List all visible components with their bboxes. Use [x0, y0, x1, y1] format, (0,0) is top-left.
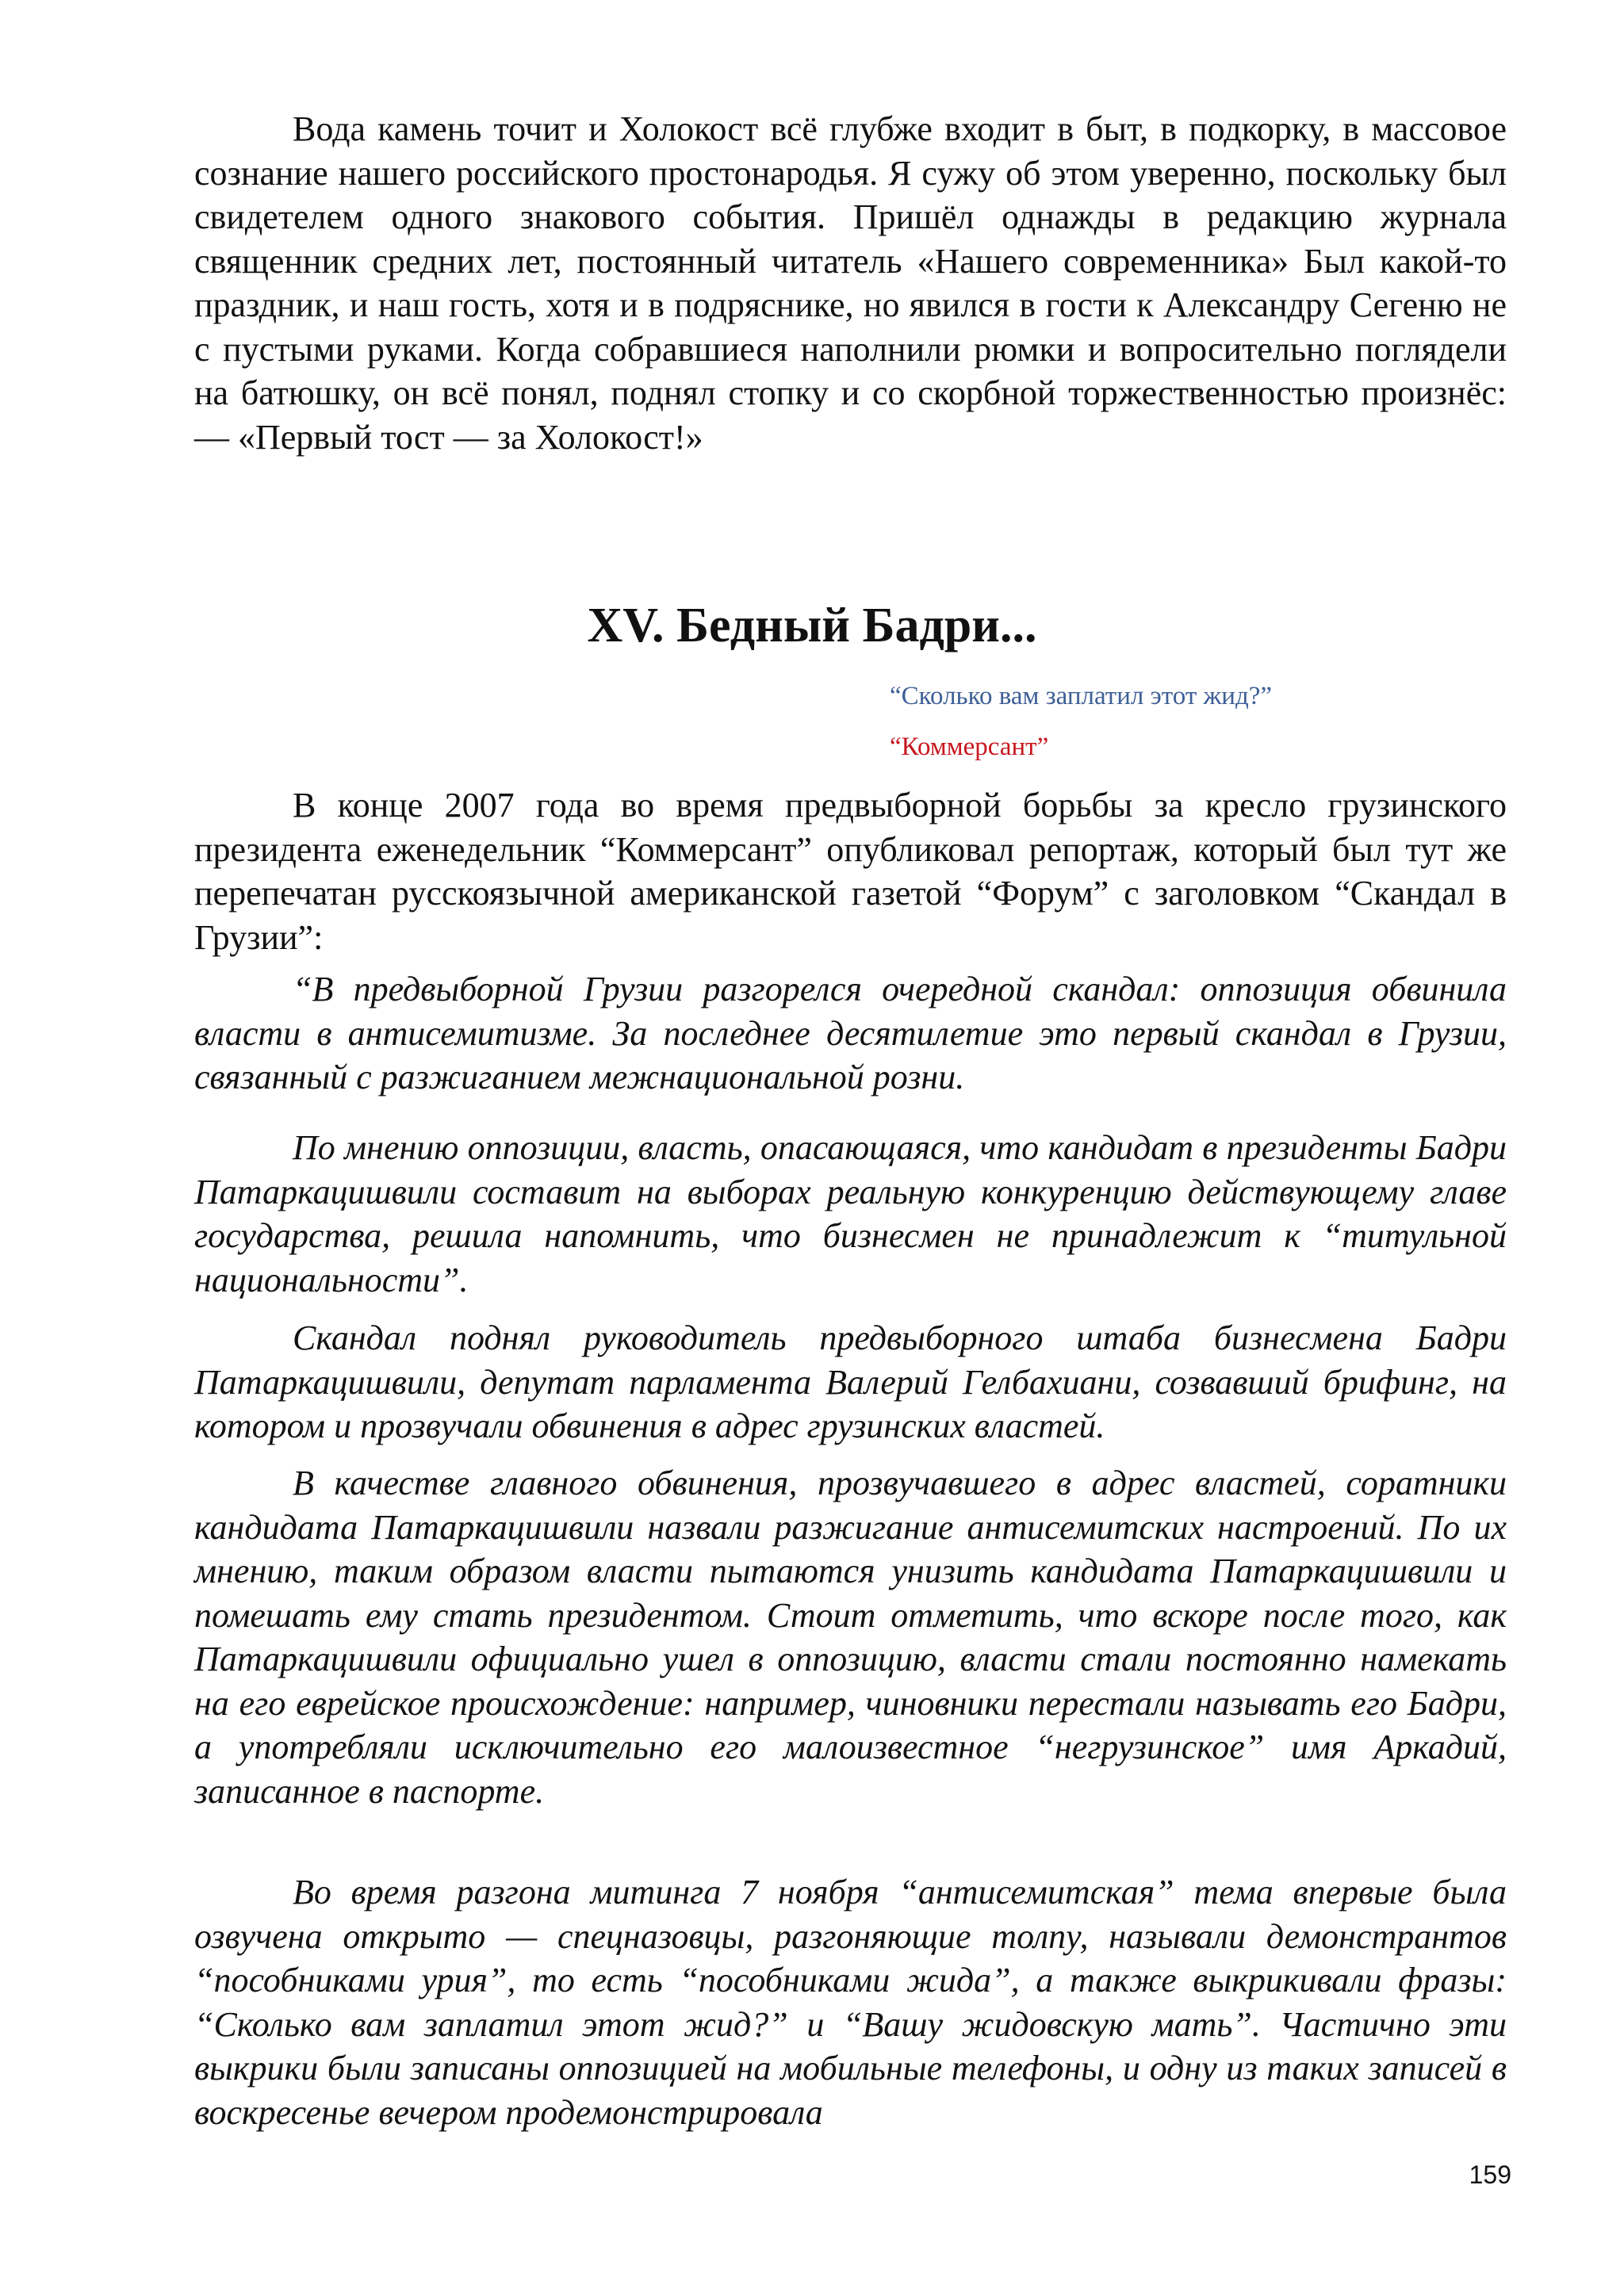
- quoted-paragraph: Скандал поднял руководитель предвыборного штаба бизнесмена Бадри Патаркацишвили, депутат парламента Валерий Гелбахиани, созвавший брифинг, на котором и прозвучали обвинения в адрес грузинских властей.: [194, 1318, 1507, 1445]
- quoted-paragraph: “В предвыборной Грузии разгорелся очередной скандал: оппозиция обвинила власти в антисемитизме. За последнее десятилетие это первый скандал в Грузии, связанный с разжиганием межнациональной розни.: [194, 970, 1507, 1096]
- chapter-title: XV. Бедный Бадри...: [587, 599, 1037, 652]
- intro-paragraph: Вода камень точит и Холокост всё глубже входит в быт, в подкорку, в массовое сознание нашего российского простонародья. Я сужу об этом уверенно, поскольку был свидетелем одного знакового события. Пришёл однажды в редакцию журнала священник средних лет, постоянный читатель «Нашего современника» Был какой-то праздник, и наш гость, хотя и в подряснике, но явился в гости к Александру Сегеню не с пустыми руками. Когда собравшиеся наполнили рюмки и вопросительно поглядели на батюшку, он всё понял, поднял стопку и со скорбной торжественностью произнёс: — «Первый тост — за Холокост!»: [194, 109, 1507, 457]
- page-number: 159: [1469, 2160, 1511, 2189]
- epigraph-quote: “Сколько вам заплатил этот жид?”: [890, 682, 1273, 710]
- epigraph-source: “Коммерсант”: [890, 733, 1049, 761]
- quoted-paragraph: В качестве главного обвинения, прозвучавшего в адрес властей, соратники кандидата Патаркацишвили назвали разжигание антисемитских настроений. По их мнению, таким образом власти пытаются унизить кандидата Патаркацишвили и помешать ему стать президентом. Стоит отметить, что вскоре после того, как Патаркацишвили официально ушел в оппозицию, власти стали постоянно намекать на его еврейское происхождение: например, чиновники перестали называть его Бадри, а употребляли исключительно его малоизвестное “негрузинское” имя Аркадий, записанное в паспорте.: [194, 1464, 1507, 1811]
- lead-paragraph: В конце 2007 года во время предвыборной борьбы за кресло грузинского президента еженедельник “Коммерсант” опубликовал репортаж, который был тут же перепечатан русскоязычной американской газетой “Форум” с заголовком “Скандал в Грузии”:: [194, 786, 1507, 957]
- quoted-paragraph: Во время разгона митинга 7 ноября “антисемитская” тема впервые была озвучена открыто — спецназовцы, разгоняющие толпу, называли демонстрантов “пособниками урия”, то есть “пособниками жида”, а также выкрикивали фразы: “Сколько вам заплатил этот жид?” и “Вашу жидовскую мать”. Частично эти выкрики были записаны оппозицией на мобильные телефоны, и одну из таких записей в воскресенье вечером продемонстрировала: [194, 1873, 1507, 2132]
- quoted-paragraph: По мнению оппозиции, власть, опасающаяся, что кандидат в президенты Бадри Патаркацишвили составит на выборах реальную конкуренцию действующему главе государства, решила напомнить, что бизнесмен не принадлежит к “титульной национальности”.: [194, 1128, 1507, 1299]
